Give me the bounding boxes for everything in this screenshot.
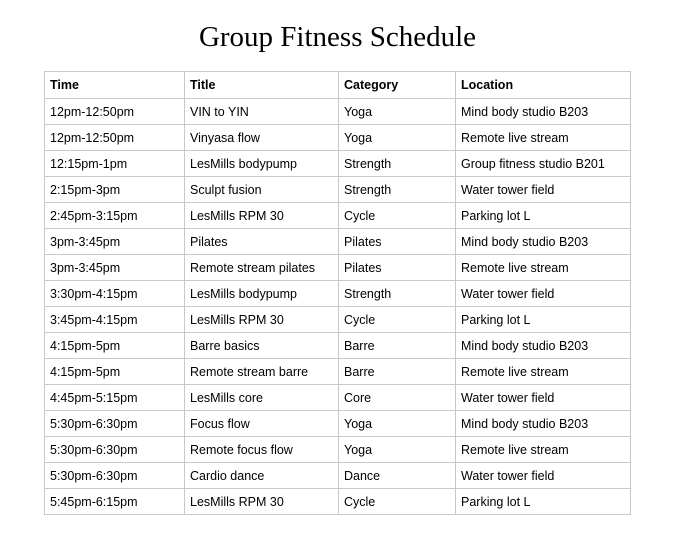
location-cell: Group fitness studio B201 bbox=[456, 151, 631, 177]
time-cell: 4:15pm-5pm bbox=[45, 333, 185, 359]
title-cell: Remote focus flow bbox=[185, 437, 339, 463]
location-cell: Remote live stream bbox=[456, 359, 631, 385]
location-cell: Water tower field bbox=[456, 177, 631, 203]
table-row bbox=[45, 411, 631, 437]
title-cell: Sculpt fusion bbox=[185, 177, 339, 203]
table-row bbox=[45, 359, 631, 385]
time-cell: 5:45pm-6:15pm bbox=[45, 489, 185, 515]
category-cell: Cycle bbox=[339, 489, 456, 515]
location-cell: Mind body studio B203 bbox=[456, 229, 631, 255]
title-cell: Remote stream barre bbox=[185, 359, 339, 385]
time-cell: 3pm-3:45pm bbox=[45, 229, 185, 255]
title-cell: LesMills RPM 30 bbox=[185, 203, 339, 229]
location-cell: Remote live stream bbox=[456, 255, 631, 281]
header-row bbox=[45, 72, 631, 99]
category-cell: Barre bbox=[339, 359, 456, 385]
location-cell: Remote live stream bbox=[456, 437, 631, 463]
location-cell: Parking lot L bbox=[456, 203, 631, 229]
table-row bbox=[45, 125, 631, 151]
category-cell: Yoga bbox=[339, 99, 456, 125]
category-cell: Strength bbox=[339, 151, 456, 177]
location-cell: Parking lot L bbox=[456, 307, 631, 333]
table-row bbox=[45, 437, 631, 463]
category-cell: Dance bbox=[339, 463, 456, 489]
location-cell: Water tower field bbox=[456, 281, 631, 307]
location-cell: Remote live stream bbox=[456, 125, 631, 151]
time-cell: 4:15pm-5pm bbox=[45, 359, 185, 385]
table-row bbox=[45, 307, 631, 333]
category-cell: Cycle bbox=[339, 307, 456, 333]
location-cell: Water tower field bbox=[456, 385, 631, 411]
title-cell: Pilates bbox=[185, 229, 339, 255]
table-body bbox=[45, 99, 631, 515]
time-cell: 5:30pm-6:30pm bbox=[45, 463, 185, 489]
table-row bbox=[45, 229, 631, 255]
category-cell: Strength bbox=[339, 281, 456, 307]
title-cell: Vinyasa flow bbox=[185, 125, 339, 151]
time-cell: 2:15pm-3pm bbox=[45, 177, 185, 203]
table-row bbox=[45, 281, 631, 307]
category-cell: Barre bbox=[339, 333, 456, 359]
category-cell: Strength bbox=[339, 177, 456, 203]
time-cell: 2:45pm-3:15pm bbox=[45, 203, 185, 229]
category-cell: Yoga bbox=[339, 125, 456, 151]
table-row bbox=[45, 463, 631, 489]
time-cell: 3pm-3:45pm bbox=[45, 255, 185, 281]
table-row bbox=[45, 203, 631, 229]
table-header bbox=[45, 72, 631, 99]
table-row bbox=[45, 177, 631, 203]
category-cell: Yoga bbox=[339, 411, 456, 437]
title-cell: LesMills bodypump bbox=[185, 151, 339, 177]
title-cell: Cardio dance bbox=[185, 463, 339, 489]
column-header-location: Location bbox=[456, 72, 631, 99]
title-cell: LesMills RPM 30 bbox=[185, 489, 339, 515]
time-cell: 12:15pm-1pm bbox=[45, 151, 185, 177]
schedule-table bbox=[44, 71, 631, 515]
column-header-title: Title bbox=[185, 72, 339, 99]
column-header-category: Category bbox=[339, 72, 456, 99]
table-row bbox=[45, 333, 631, 359]
time-cell: 4:45pm-5:15pm bbox=[45, 385, 185, 411]
column-header-time: Time bbox=[45, 72, 185, 99]
title-cell: Remote stream pilates bbox=[185, 255, 339, 281]
category-cell: Core bbox=[339, 385, 456, 411]
title-cell: LesMills core bbox=[185, 385, 339, 411]
category-cell: Yoga bbox=[339, 437, 456, 463]
table-row bbox=[45, 151, 631, 177]
title-cell: LesMills RPM 30 bbox=[185, 307, 339, 333]
title-cell: Focus flow bbox=[185, 411, 339, 437]
time-cell: 3:45pm-4:15pm bbox=[45, 307, 185, 333]
category-cell: Cycle bbox=[339, 203, 456, 229]
table-row bbox=[45, 255, 631, 281]
location-cell: Parking lot L bbox=[456, 489, 631, 515]
table-row bbox=[45, 385, 631, 411]
category-cell: Pilates bbox=[339, 255, 456, 281]
title-cell: VIN to YIN bbox=[185, 99, 339, 125]
time-cell: 3:30pm-4:15pm bbox=[45, 281, 185, 307]
table-row bbox=[45, 99, 631, 125]
time-cell: 5:30pm-6:30pm bbox=[45, 411, 185, 437]
location-cell: Mind body studio B203 bbox=[456, 99, 631, 125]
time-cell: 12pm-12:50pm bbox=[45, 125, 185, 151]
title-cell: Barre basics bbox=[185, 333, 339, 359]
category-cell: Pilates bbox=[339, 229, 456, 255]
table-row bbox=[45, 489, 631, 515]
page-title: Group Fitness Schedule bbox=[198, 21, 477, 53]
location-cell: Mind body studio B203 bbox=[456, 411, 631, 437]
title-cell: LesMills bodypump bbox=[185, 281, 339, 307]
time-cell: 12pm-12:50pm bbox=[45, 99, 185, 125]
location-cell: Mind body studio B203 bbox=[456, 333, 631, 359]
time-cell: 5:30pm-6:30pm bbox=[45, 437, 185, 463]
location-cell: Water tower field bbox=[456, 463, 631, 489]
